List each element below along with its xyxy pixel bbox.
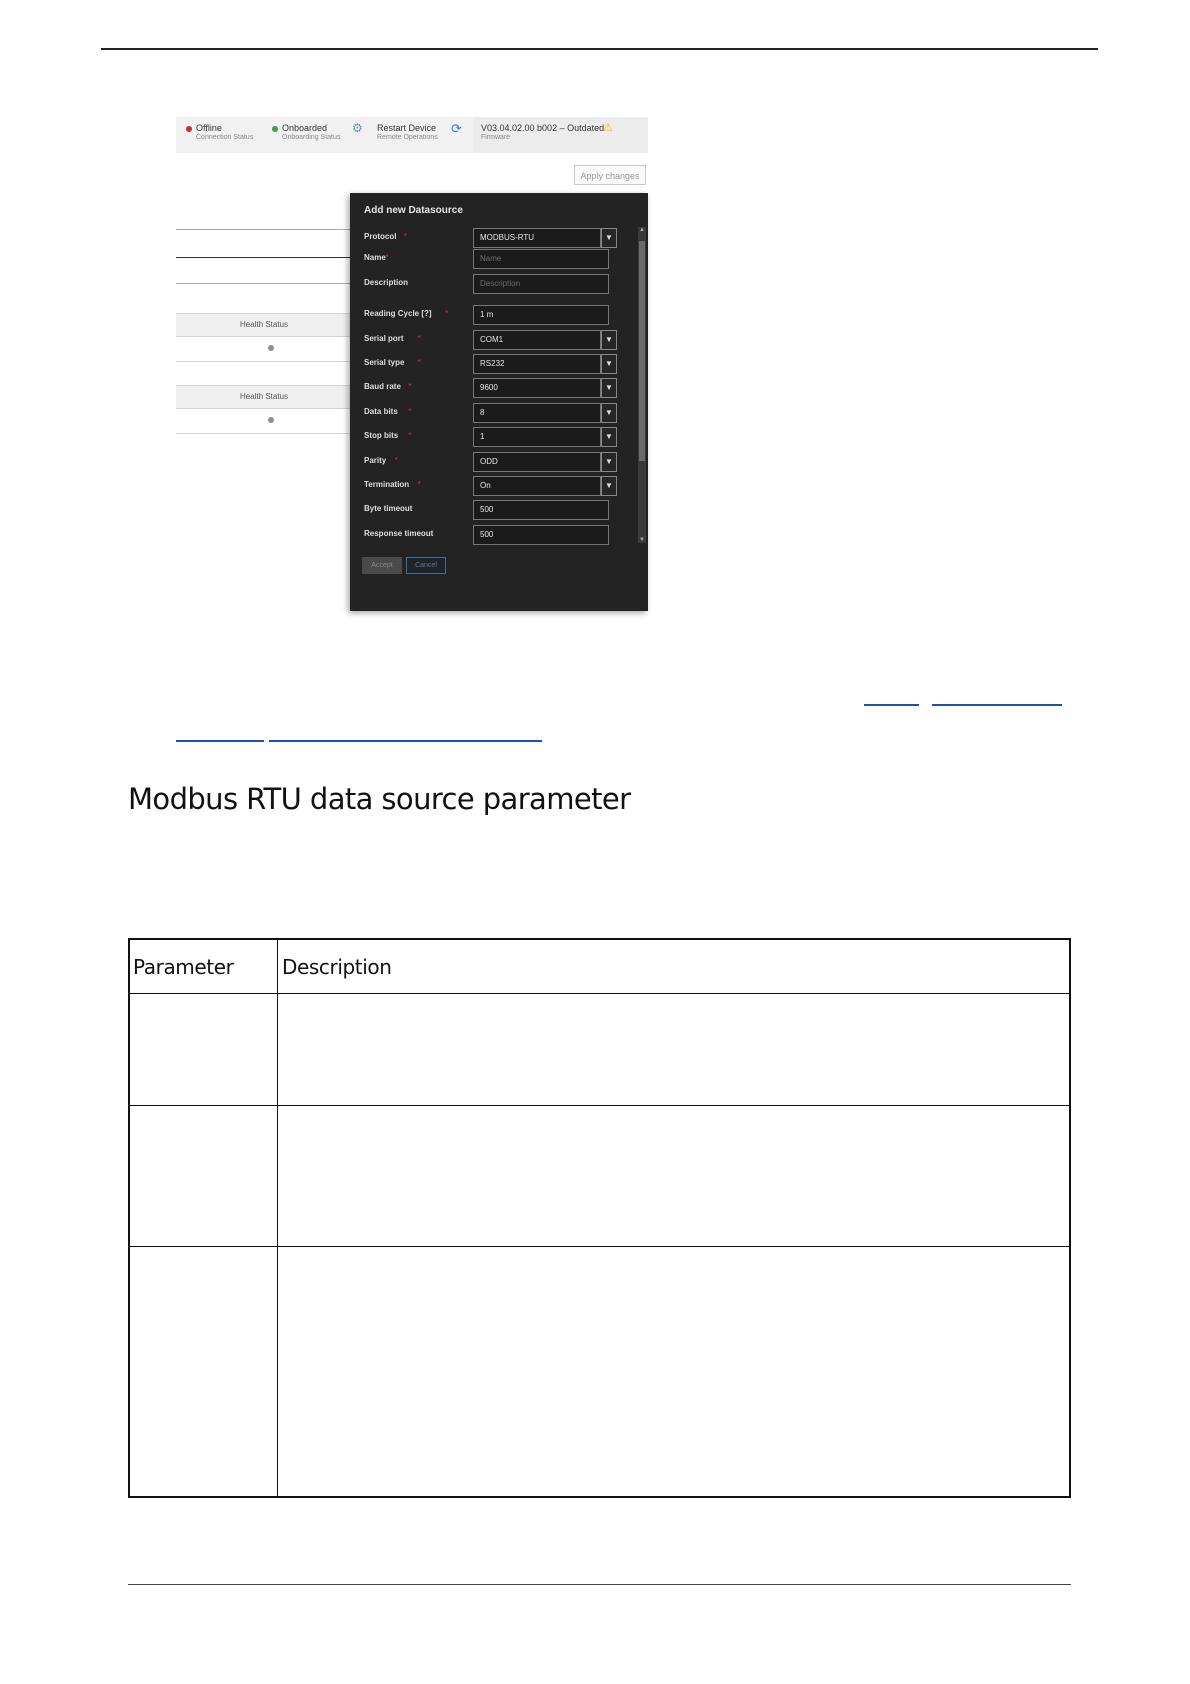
required-marker: * <box>445 309 449 318</box>
gear-icon: ⚙ <box>352 121 363 135</box>
dialog-scrollbar[interactable] <box>638 227 646 543</box>
table-column-divider <box>277 940 278 1496</box>
dropdown-select[interactable]: COM1 <box>473 330 601 350</box>
table-header-description: Description <box>282 955 392 979</box>
text-input[interactable]: 500 <box>473 525 609 545</box>
form-row <box>364 378 640 398</box>
field-label: Stop bits <box>364 431 399 440</box>
field-label: Serial port <box>364 334 404 343</box>
chevron-down-icon[interactable]: ▼ <box>601 427 617 447</box>
reference-link[interactable] <box>864 704 919 706</box>
form-row <box>364 403 640 423</box>
health-status-dot <box>268 345 274 351</box>
connection-status: Offline Connection Status <box>196 123 254 141</box>
form-row <box>364 305 640 325</box>
reference-link[interactable] <box>932 704 1062 706</box>
required-marker: * <box>417 480 421 489</box>
table-header-parameter: Parameter <box>133 955 234 979</box>
required-marker: * <box>408 431 412 440</box>
form-row <box>364 427 640 447</box>
sync-icon[interactable]: ⟳ <box>451 122 462 137</box>
required-marker: * <box>403 232 407 241</box>
scroll-thumb[interactable] <box>639 241 645 461</box>
field-label: Termination <box>364 480 410 489</box>
scroll-up-icon[interactable]: ▲ <box>639 227 645 233</box>
chevron-down-icon[interactable]: ▼ <box>601 330 617 350</box>
footer-rule <box>128 1584 1071 1585</box>
background-divider <box>176 361 352 362</box>
parameter-table <box>128 938 1071 1498</box>
form-row <box>364 228 640 248</box>
background-divider <box>176 283 352 284</box>
chevron-down-icon[interactable]: ▼ <box>601 452 617 472</box>
dropdown-select[interactable]: RS232 <box>473 354 601 374</box>
form-row <box>364 452 640 472</box>
scroll-down-icon[interactable]: ▼ <box>639 537 645 543</box>
chevron-down-icon[interactable]: ▼ <box>601 228 617 248</box>
dropdown-select[interactable]: ODD <box>473 452 601 472</box>
form-row <box>364 525 640 545</box>
onboarding-status: Onboarded Onboarding Status <box>282 123 341 141</box>
reference-link[interactable] <box>269 740 542 742</box>
datasource-screenshot <box>176 117 648 617</box>
dropdown-select[interactable]: 1 <box>473 427 601 447</box>
required-marker: * <box>394 456 398 465</box>
warning-icon: ⚠ <box>603 121 613 134</box>
chevron-down-icon[interactable]: ▼ <box>601 354 617 374</box>
field-label: Description <box>364 278 409 287</box>
dropdown-select[interactable]: MODBUS-RTU <box>473 228 601 248</box>
health-status-header: Health Status <box>176 385 352 409</box>
remote-operations[interactable]: Restart Device Remote Operations <box>377 123 438 141</box>
table-row-divider <box>130 993 1069 994</box>
field-label: Serial type <box>364 358 405 367</box>
field-label: Byte timeout <box>364 504 413 513</box>
chevron-down-icon[interactable]: ▼ <box>601 403 617 423</box>
health-status-dot <box>268 417 274 423</box>
text-input[interactable]: 500 <box>473 500 609 520</box>
required-marker: * <box>385 253 389 262</box>
field-label: Data bits <box>364 407 398 416</box>
field-label: Protocol <box>364 232 397 241</box>
health-status-header: Health Status <box>176 313 352 337</box>
chevron-down-icon[interactable]: ▼ <box>601 476 617 496</box>
form-row <box>364 274 640 294</box>
dropdown-select[interactable]: On <box>473 476 601 496</box>
apply-changes-button[interactable]: Apply changes <box>574 165 646 185</box>
onboarded-status-dot <box>272 126 278 132</box>
form-row <box>364 330 640 350</box>
reference-link[interactable] <box>176 740 264 742</box>
text-input[interactable]: 1 m <box>473 305 609 325</box>
required-marker: * <box>417 334 421 343</box>
required-marker: * <box>408 382 412 391</box>
required-marker: * <box>417 358 421 367</box>
table-row-divider <box>130 1246 1069 1247</box>
text-input[interactable]: Description <box>473 274 609 294</box>
field-label: Name <box>364 253 386 262</box>
header-rule <box>101 48 1098 50</box>
table-row-divider <box>130 1105 1069 1106</box>
field-label: Baud rate <box>364 382 401 391</box>
background-divider <box>176 433 352 434</box>
field-label: Response timeout <box>364 529 434 538</box>
dialog-title: Add new Datasource <box>364 205 463 216</box>
form-row <box>364 476 640 496</box>
required-marker: * <box>408 407 412 416</box>
field-label: Parity <box>364 456 387 465</box>
offline-status-dot <box>186 126 192 132</box>
device-status-bar <box>176 117 648 153</box>
firmware-status: V03.04.02.00 b002 – Outdated Firmware <box>481 123 605 141</box>
text-input[interactable]: Name <box>473 249 609 269</box>
dropdown-select[interactable]: 8 <box>473 403 601 423</box>
dropdown-select[interactable]: 9600 <box>473 378 601 398</box>
form-row <box>364 500 640 520</box>
cancel-button[interactable]: Cancel <box>406 557 446 574</box>
accept-button[interactable]: Accept <box>362 557 402 574</box>
form-row <box>364 249 640 269</box>
chevron-down-icon[interactable]: ▼ <box>601 378 617 398</box>
field-label: Reading Cycle [?] <box>364 309 432 318</box>
section-heading: Modbus RTU data source parameter <box>128 782 631 816</box>
form-row <box>364 354 640 374</box>
add-datasource-dialog <box>350 193 648 611</box>
background-divider <box>176 229 352 230</box>
